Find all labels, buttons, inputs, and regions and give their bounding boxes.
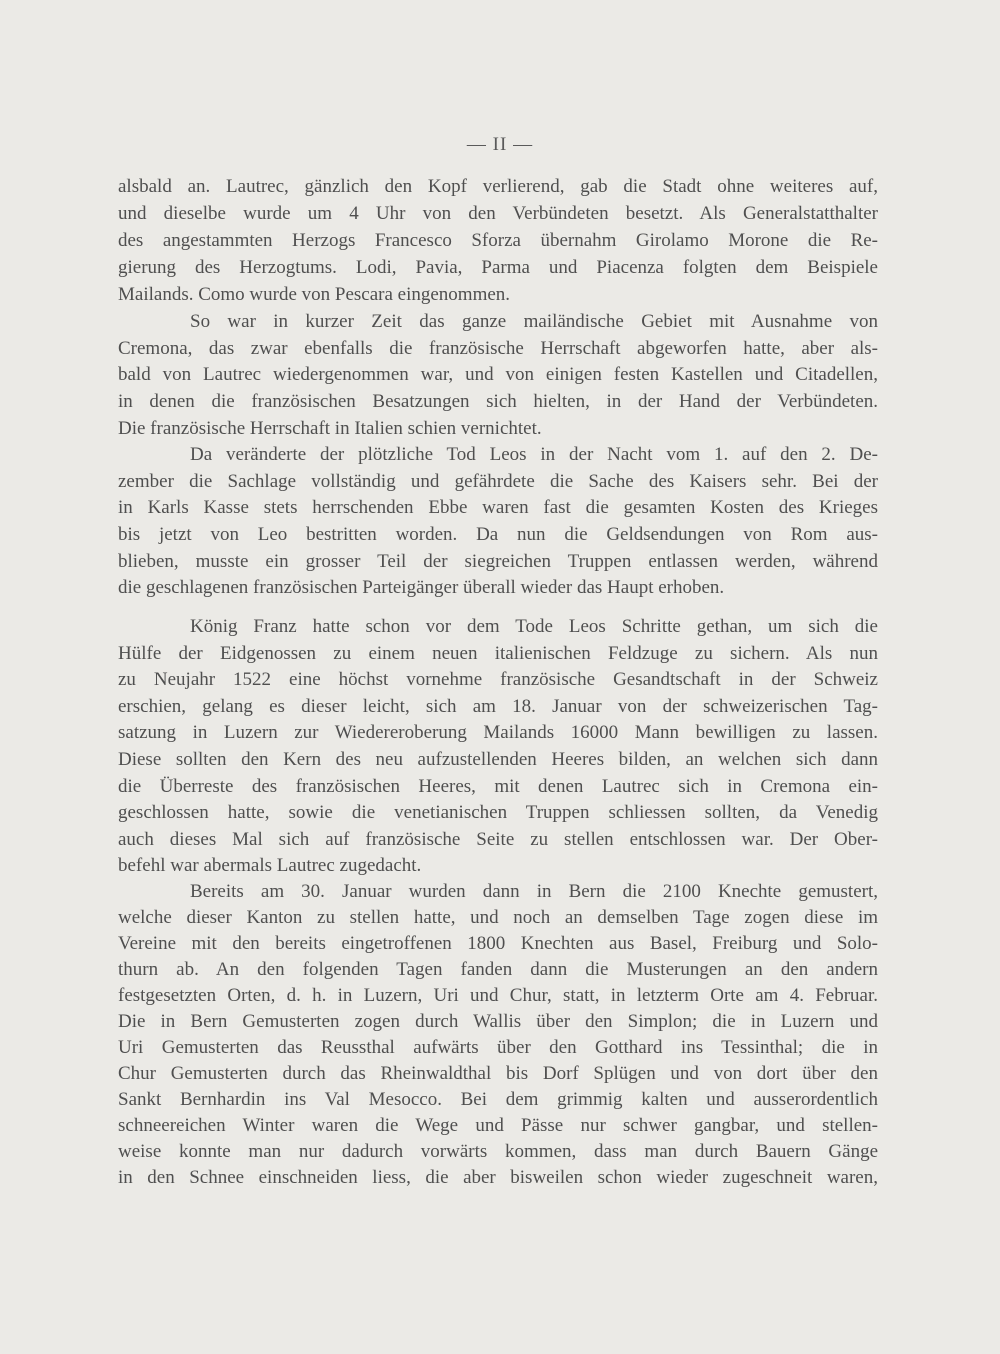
text-line: bald von Lautrec wiedergenommen war, und von einigen festen Kastellen und Citadellen, (118, 364, 878, 385)
text-line: thurn ab. An den folgenden Tagen fanden dann die Musterungen an den andern (118, 959, 878, 980)
text-line: alsbald an. Lautrec, gänzlich den Kopf verlierend, gab die Stadt ohne weiteres auf, (118, 176, 878, 197)
text-line: Cremona, das zwar ebenfalls die französische Herrschaft abgeworfen hatte, aber als- (118, 338, 878, 359)
text-line: Vereine mit den bereits eingetroffenen 1800 Knechten aus Basel, Freiburg und Solo- (118, 933, 878, 954)
text-line: zu Neujahr 1522 eine höchst vornehme französische Gesandtschaft in der Schweiz (118, 669, 878, 690)
text-line: welche dieser Kanton zu stellen hatte, und noch an demselben Tage zogen diese im (118, 907, 878, 928)
text-line: des angestammten Herzogs Francesco Sforza übernahm Girolamo Morone die Re- (118, 230, 878, 251)
text-line: befehl war abermals Lautrec zugedacht. (118, 855, 422, 876)
text-line: blieben, musste ein grosser Teil der siegreichen Truppen entlassen werden, während (118, 551, 878, 572)
text-line: gierung des Herzogtums. Lodi, Pavia, Parma und Piacenza folgten dem Beispiele (118, 257, 878, 278)
text-line: satzung in Luzern zur Wiedereroberung Mailands 16000 Mann bewilligen zu lassen. (118, 722, 878, 743)
text-line: auch dieses Mal sich auf französische Seite zu stellen entschlossen war. Der Ober- (118, 829, 878, 850)
text-line: die geschlagenen französischen Parteigänger überall wieder das Haupt erhoben. (118, 577, 725, 598)
text-line: geschlossen hatte, sowie die venetianischen Truppen schliessen sollten, da Venedig (118, 802, 878, 823)
text-line: in denen die französischen Besatzungen sich hielten, in der Hand der Verbündeten. (118, 391, 878, 412)
text-line: Die französische Herrschaft in Italien schien vernichtet. (118, 418, 542, 439)
text-line: So war in kurzer Zeit das ganze mailändische Gebiet mit Ausnahme von (190, 311, 878, 332)
text-line: und dieselbe wurde um 4 Uhr von den Verbündeten besetzt. Als Generalstatthalter (118, 203, 878, 224)
text-line: Mailands. Como wurde von Pescara eingenommen. (118, 284, 511, 305)
text-line: Die in Bern Gemusterten zogen durch Wallis über den Simplon; die in Luzern und (118, 1011, 878, 1032)
text-line: zember die Sachlage vollständig und gefährdete die Sache des Kaisers sehr. Bei der (118, 471, 878, 492)
text-line: festgesetzten Orten, d. h. in Luzern, Uri und Chur, statt, in letzterm Orte am 4. Februar. (118, 985, 878, 1006)
text-line: erschien, gelang es dieser leicht, sich am 18. Januar von der schweizerischen Tag- (118, 696, 878, 717)
page-number: — II — (466, 134, 534, 155)
text-line: Hülfe der Eidgenossen zu einem neuen italienischen Feldzuge zu sichern. Als nun (118, 643, 878, 664)
text-line: Uri Gemusterten das Reussthal aufwärts über den Gotthard ins Tessinthal; die in (118, 1037, 878, 1058)
text-line: Diese sollten den Kern des neu aufzustellenden Heeres bilden, an welchen sich dann (118, 749, 878, 770)
text-line: bis jetzt von Leo bestritten worden. Da nun die Geldsendungen von Rom aus- (118, 524, 878, 545)
text-line: Bereits am 30. Januar wurden dann in Bern die 2100 Knechte gemustert, (190, 881, 878, 902)
text-line: Chur Gemusterten durch das Rheinwaldthal bis Dorf Splügen und von dort über den (118, 1063, 878, 1084)
text-line: Sankt Bernhardin ins Val Mesocco. Bei dem grimmig kalten und ausserordentlich (118, 1089, 878, 1110)
text-line: schneereichen Winter waren die Wege und Pässe nur schwer gangbar, und stellen- (118, 1115, 878, 1136)
text-line: Da veränderte der plötzliche Tod Leos in der Nacht vom 1. auf den 2. De- (190, 444, 878, 465)
text-line: König Franz hatte schon vor dem Tode Leos Schritte gethan, um sich die (190, 616, 878, 637)
text-line: in Karls Kasse stets herrschenden Ebbe waren fast die gesamten Kosten des Krieges (118, 497, 878, 518)
text-line: weise konnte man nur dadurch vorwärts kommen, dass man durch Bauern Gänge (118, 1141, 878, 1162)
text-line: die Überreste des französischen Heeres, mit denen Lautrec sich in Cremona ein- (118, 776, 878, 797)
text-line: in den Schnee einschneiden liess, die aber bisweilen schon wieder zugeschneit waren, (118, 1167, 878, 1188)
